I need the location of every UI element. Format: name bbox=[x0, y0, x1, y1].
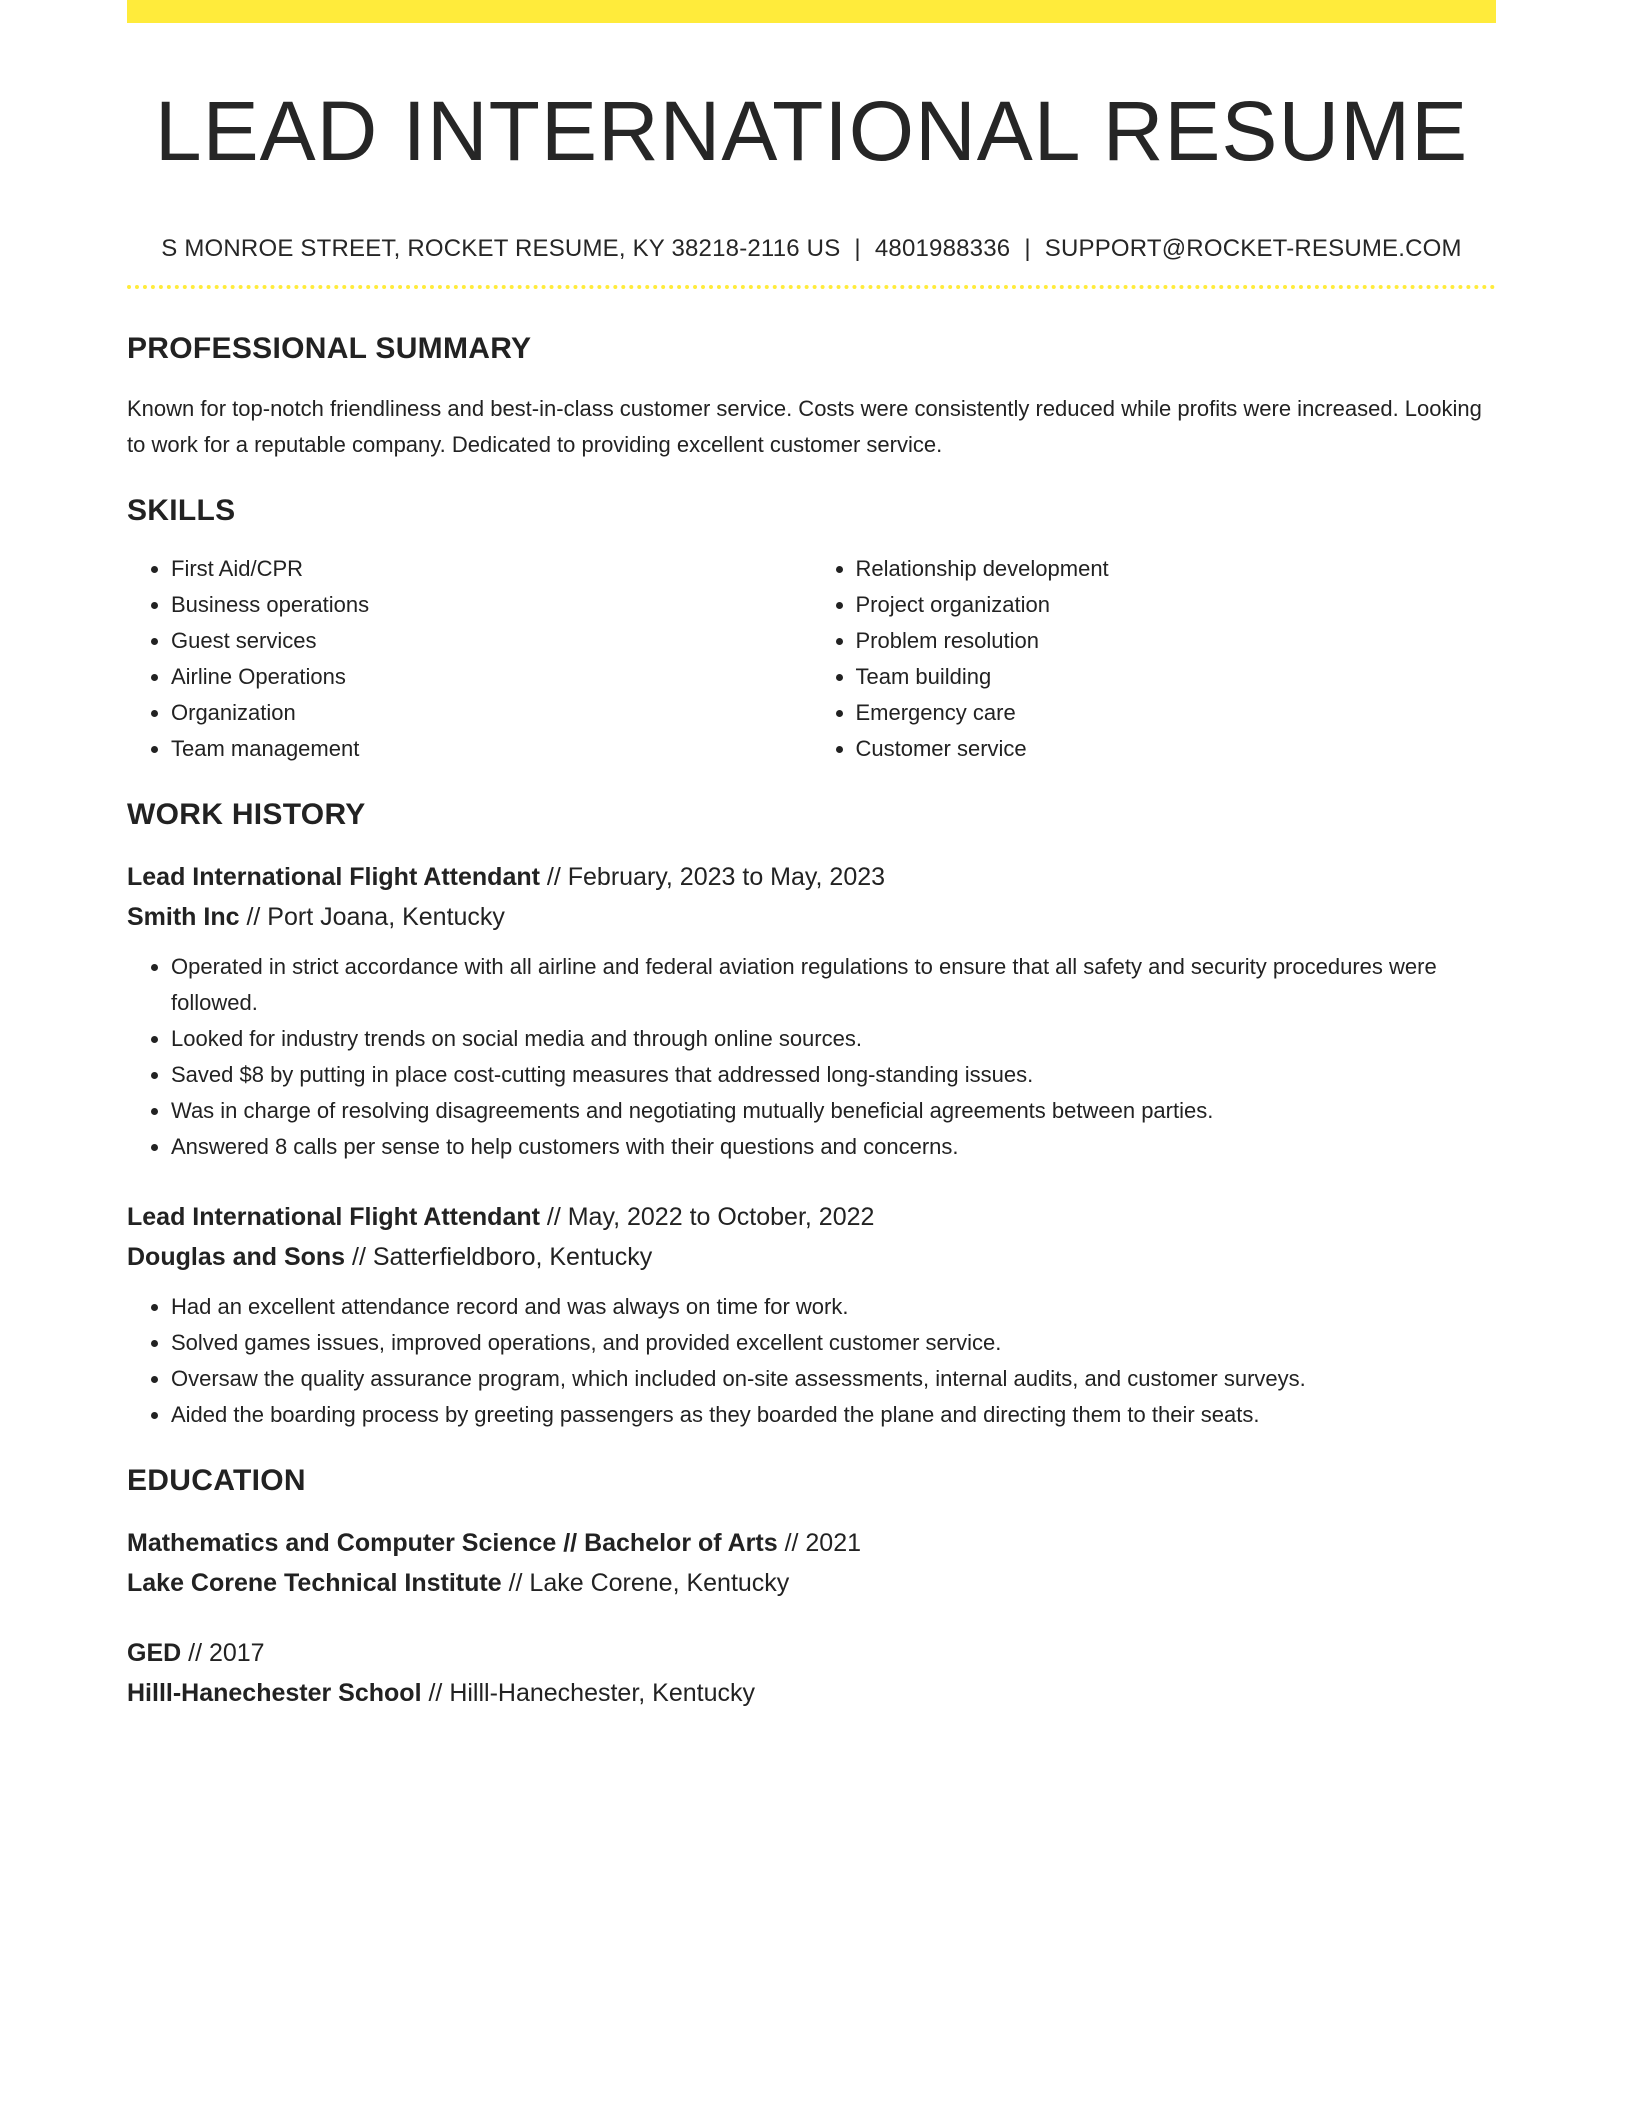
school-name: Lake Corene Technical Institute bbox=[127, 1569, 502, 1597]
job-position: Lead International Flight Attendant bbox=[127, 863, 540, 891]
skill-item: • Emergency care bbox=[856, 695, 1497, 731]
degree-name: GED bbox=[127, 1639, 182, 1667]
school-line bbox=[127, 1673, 1496, 1713]
skill-item: • Guest services bbox=[171, 623, 812, 659]
skills-column-right bbox=[812, 551, 1497, 767]
skills-list bbox=[127, 551, 1496, 767]
job-title-line bbox=[127, 1197, 1496, 1237]
education-entry bbox=[127, 1523, 1496, 1603]
skill-item: • Relationship development bbox=[856, 551, 1497, 587]
degree-name: Mathematics and Computer Science // Bachelor of Arts bbox=[127, 1529, 778, 1557]
school-location: // Lake Corene, Kentucky bbox=[501, 1569, 790, 1597]
phone-text: 4801988336 bbox=[874, 235, 1011, 262]
job-bullets bbox=[127, 949, 1496, 1165]
job-bullet: • Was in charge of resolving disagreements and negotiating mutually beneficial agreements between parties. bbox=[171, 1093, 1496, 1129]
work-history-heading: WORK HISTORY bbox=[127, 798, 366, 831]
job-location: // Port Joana, Kentucky bbox=[239, 903, 505, 931]
degree-line bbox=[127, 1523, 1496, 1563]
skill-item: • Problem resolution bbox=[856, 623, 1497, 659]
school-name: Hilll-Hanechester School bbox=[127, 1679, 422, 1707]
job-entry bbox=[127, 857, 1496, 1165]
degree-line bbox=[127, 1633, 1496, 1673]
email-text: SUPPORT@ROCKET-RESUME.COM bbox=[1044, 235, 1462, 262]
contact-separator: | bbox=[1024, 235, 1031, 262]
skill-item: • Project organization bbox=[856, 587, 1497, 623]
job-position: Lead International Flight Attendant bbox=[127, 1203, 540, 1231]
school-line bbox=[127, 1563, 1496, 1603]
job-title-line bbox=[127, 857, 1496, 897]
job-bullet: • Had an excellent attendance record and was always on time for work. bbox=[171, 1289, 1496, 1325]
skill-item: • Business operations bbox=[171, 587, 812, 623]
top-accent-bar bbox=[127, 0, 1496, 23]
degree-year: // 2017 bbox=[181, 1639, 265, 1667]
school-location: // Hilll-Hanechester, Kentucky bbox=[421, 1679, 756, 1707]
education-heading: EDUCATION bbox=[127, 1464, 306, 1497]
address-text: S MONROE STREET, ROCKET RESUME, KY 38218-2116 US bbox=[161, 235, 841, 262]
job-bullet: • Looked for industry trends on social media and through online sources. bbox=[171, 1021, 1496, 1057]
resume-name: LEAD INTERNATIONAL RESUME bbox=[154, 84, 1469, 178]
skills-column-left bbox=[127, 551, 812, 767]
skill-item: • Customer service bbox=[856, 731, 1497, 767]
job-company-line bbox=[127, 897, 1496, 937]
dotted-divider bbox=[127, 285, 1496, 289]
job-bullet: • Aided the boarding process by greeting passengers as they boarded the plane and directing them to their seats. bbox=[171, 1397, 1496, 1433]
contact-line bbox=[127, 233, 1496, 265]
summary-heading: PROFESSIONAL SUMMARY bbox=[127, 332, 532, 365]
job-company-line bbox=[127, 1237, 1496, 1277]
job-bullet: • Oversaw the quality assurance program, which included on-site assessments, internal audits, and customer surveys. bbox=[171, 1361, 1496, 1397]
job-bullet: • Operated in strict accordance with all airline and federal aviation regulations to ensure that all safety and security procedures were followed. bbox=[171, 949, 1496, 1021]
job-bullet: • Solved games issues, improved operations, and provided excellent customer service. bbox=[171, 1325, 1496, 1361]
education-entry bbox=[127, 1633, 1496, 1713]
job-dates: // February, 2023 to May, 2023 bbox=[539, 863, 886, 891]
contact-separator: | bbox=[854, 235, 861, 262]
job-entry bbox=[127, 1197, 1496, 1433]
job-company: Smith Inc bbox=[127, 903, 240, 931]
job-dates: // May, 2022 to October, 2022 bbox=[539, 1203, 875, 1231]
job-company: Douglas and Sons bbox=[127, 1243, 346, 1271]
job-bullets bbox=[127, 1289, 1496, 1433]
job-location: // Satterfieldboro, Kentucky bbox=[345, 1243, 653, 1271]
skill-item: • Team building bbox=[856, 659, 1497, 695]
skill-item: • First Aid/CPR bbox=[171, 551, 812, 587]
summary-text: Known for top-notch friendliness and best-in-class customer service. Costs were consistently reduced while profits were increased. Looking to work for a reputable company. Dedicated to providing excellent customer service. bbox=[127, 396, 1482, 457]
skill-item: • Organization bbox=[171, 695, 812, 731]
resume-page bbox=[127, 0, 1496, 1713]
skill-item: • Airline Operations bbox=[171, 659, 812, 695]
job-bullet: • Saved $8 by putting in place cost-cutting measures that addressed long-standing issues. bbox=[171, 1057, 1496, 1093]
degree-year: // 2021 bbox=[777, 1529, 862, 1557]
job-bullet: • Answered 8 calls per sense to help customers with their questions and concerns. bbox=[171, 1129, 1496, 1165]
skills-heading: SKILLS bbox=[127, 494, 236, 527]
skill-item: • Team management bbox=[171, 731, 812, 767]
